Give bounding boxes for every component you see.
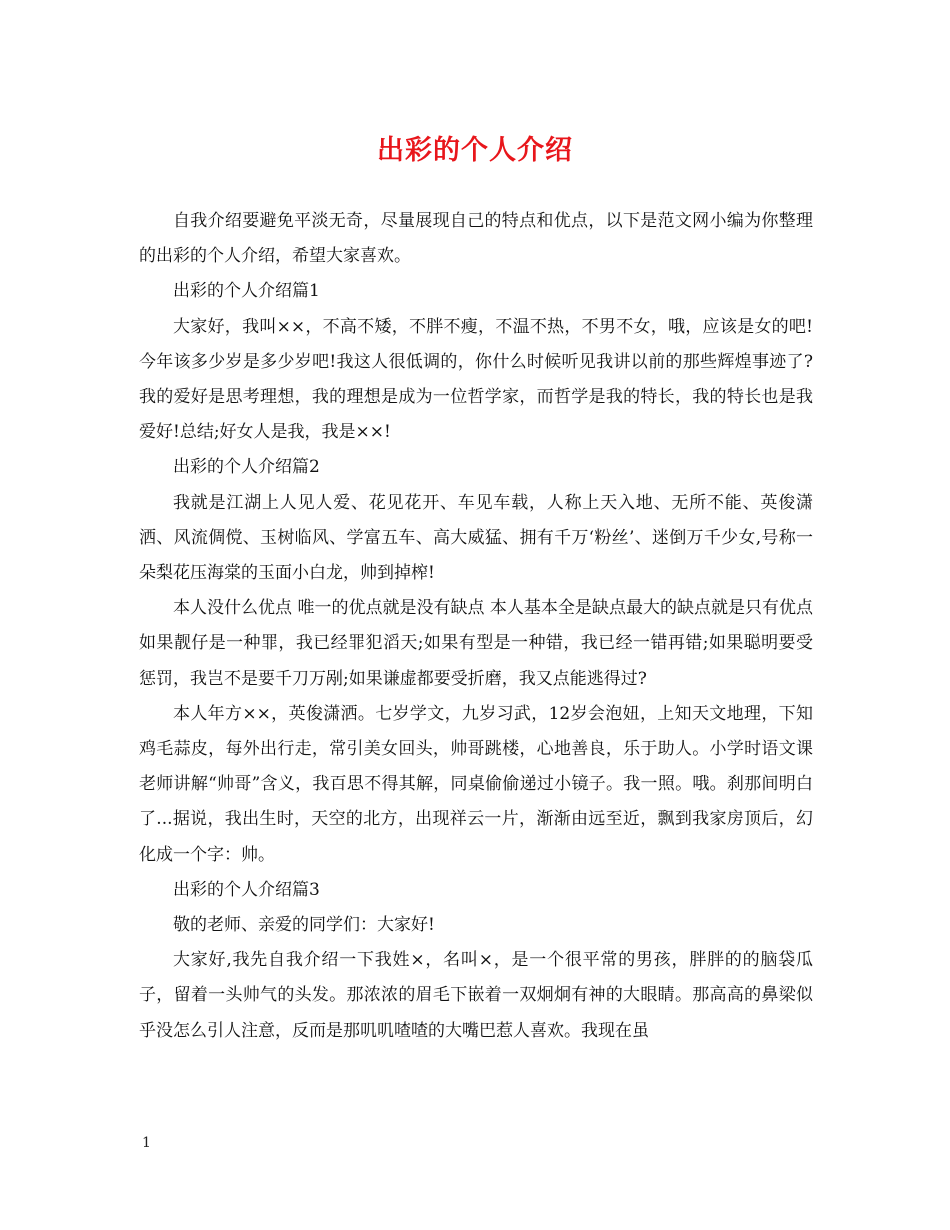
section-1-paragraph: 大家好，我叫××，不高不矮，不胖不瘦，不温不热，不男不女，哦，应该是女的吧!今年该多少岁是多少岁吧!我这人很低调的，你什么时候听见我讲以前的那些辉煌事迹了?我的爱好是思考理想，我的理想是成为一位哲学家，而哲学是我的特长，我的特长也是我爱好!总结;好女人是我，我是××! bbox=[139, 316, 813, 443]
section-3-paragraph: 大家好,我先自我介绍一下我姓×，名叫×，是一个很平常的男孩，胖胖的的脑袋瓜子，留着一头帅气的头发。那浓浓的眉毛下嵌着一双炯炯有神的大眼睛。那高高的鼻梁似乎没怎么引人注意，反而是那叽叽喳喳的大嘴巴惹人喜欢。我现在虽 bbox=[139, 950, 813, 1041]
section-heading-3: 出彩的个人介绍篇3 bbox=[173, 879, 320, 900]
document-body bbox=[139, 204, 813, 1049]
section-3-greeting: 敬的老师、亲爱的同学们：大家好! bbox=[173, 915, 435, 936]
section-2-paragraph-1: 我就是江湖上人见人爱、花见花开、车见车载，人称上天入地、无所不能、英俊潇洒、风流倜傥、玉树临风、学富五车、高大威猛、拥有千万‘粉丝’、迷倒万千少女,号称一朵梨花压海棠的玉面小白龙，帅到掉榨! bbox=[139, 492, 813, 584]
page-number: 1 bbox=[142, 1135, 151, 1151]
section-2-paragraph-2: 本人没什么优点 唯一的优点就是没有缺点 本人基本全是缺点最大的缺点就是只有优点如果靓仔是一种罪，我已经罪犯滔天;如果有型是一种错，我已经一错再错;如果聪明要受惩罚，我岂不是要千刀万剐;如果谦虚都要受折磨，我又点能逃得过? bbox=[139, 598, 813, 689]
section-heading-1: 出彩的个人介绍篇1 bbox=[173, 281, 320, 302]
section-2-paragraph-3: 本人年方××，英俊潇洒。七岁学文，九岁习武，12岁会泡妞，上知天文地理，下知鸡毛蒜皮，每外出行走，常引美女回头，帅哥跳楼，心地善良，乐于助人。小学时语文课老师讲解“帅哥”含义，我百思不得其解，同桌偷偷递过小镜子。我一照。哦。刹那间明白了...据说，我出生时，天空的北方，出现祥云一片，渐渐由远至近，飘到我家房顶后，幻化成一个字：帅。 bbox=[139, 703, 813, 865]
document-title: 出彩的个人介绍 bbox=[377, 135, 573, 166]
section-heading-2: 出彩的个人介绍篇2 bbox=[173, 457, 320, 478]
intro-paragraph: 自我介绍要避免平淡无奇，尽量展现自己的特点和优点，以下是范文网小编为你整理的出彩的个人介绍，希望大家喜欢。 bbox=[139, 211, 813, 267]
